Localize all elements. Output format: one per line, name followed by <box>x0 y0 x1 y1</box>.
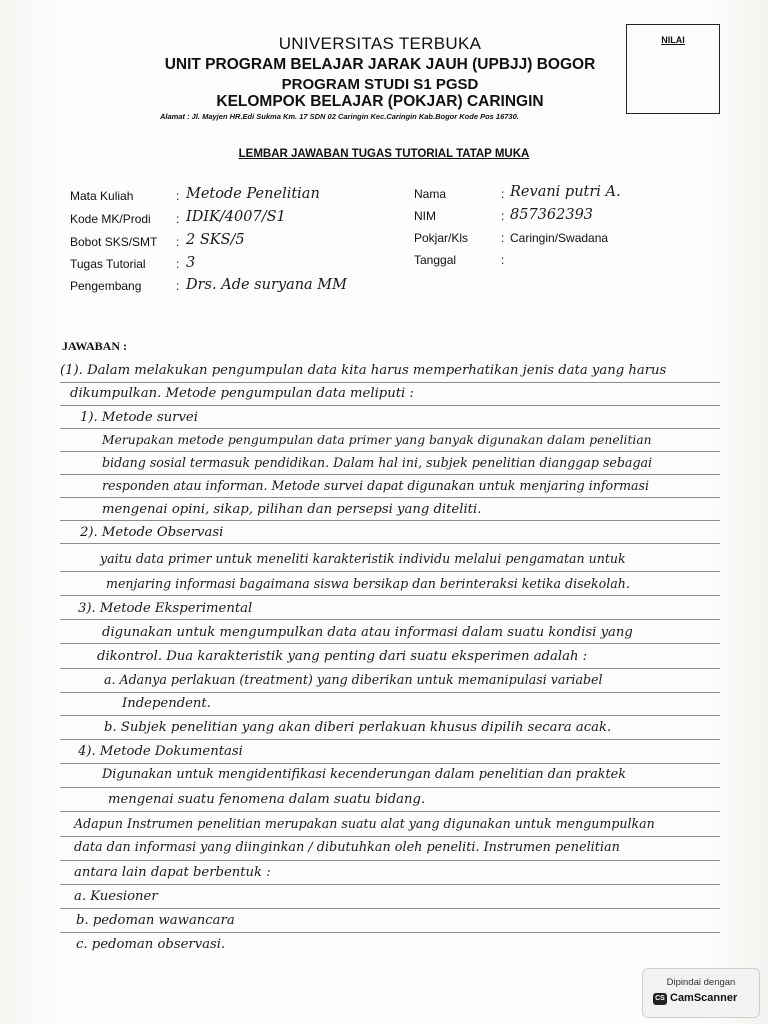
answer-line: a. Kuesioner <box>74 889 158 904</box>
ruled-line <box>60 428 720 429</box>
answer-line: dikumpulkan. Metode pengumpulan data meliputi : <box>70 386 414 401</box>
colon: : <box>176 212 180 226</box>
grade-box <box>626 24 720 114</box>
ruled-line <box>60 739 720 740</box>
answer-line: 4). Metode Dokumentasi <box>78 744 243 759</box>
tutorial-task-label: Tugas Tutorial <box>70 257 146 271</box>
credits-label: Bobot SKS/SMT <box>70 235 158 249</box>
address-line: Alamat : Jl. Mayjen HR.Edi Sukma Km. 17 SDN 02 Caringin Kec.Caringin Kab.Bogor Kode Pos 16730. <box>160 112 519 121</box>
nim-value: 857362393 <box>510 207 594 223</box>
class-group-label: Pokjar/Kls <box>414 231 469 245</box>
ruled-line <box>60 668 720 669</box>
answer-line: a. Adanya perlakuan (treatment) yang diberikan untuk memanipulasi variabel <box>104 672 603 687</box>
course-label: Mata Kuliah <box>70 189 134 203</box>
ruled-line <box>60 520 720 521</box>
name-value: Revani putri A. <box>510 184 621 200</box>
upbjj-name: UNIT PROGRAM BELAJAR JARAK JAUH (UPBJJ) BOGOR <box>164 56 596 73</box>
answer-line: c. pedoman observasi. <box>76 937 226 952</box>
ruled-line <box>60 474 720 475</box>
answer-line: Merupakan metode pengumpulan data primer yang banyak digunakan dalam penelitian <box>102 433 652 447</box>
answer-line: mengenai opini, sikap, pilihan dan persepsi yang diteliti. <box>102 502 482 517</box>
developer-label: Pengembang <box>70 279 142 293</box>
answer-line: yaitu data primer untuk meneliti karakteristik individu melalui pengamatan untuk <box>100 551 626 566</box>
ruled-line <box>60 595 720 596</box>
answer-line: dikontrol. Dua karakteristik yang penting dari suatu eksperimen adalah : <box>97 649 588 664</box>
class-group-value: Caringin/Swadana <box>510 231 609 245</box>
answer-line: b. pedoman wawancara <box>76 913 235 928</box>
ruled-line <box>60 571 720 572</box>
answer-line: digunakan untuk mengumpulkan data atau informasi dalam suatu kondisi yang <box>102 625 633 640</box>
camscanner-logo-icon: CS <box>653 993 667 1005</box>
answer-line: Adapun Instrumen penelitian merupakan suatu alat yang digunakan untuk mengumpulkan <box>74 816 655 831</box>
study-group: KELOMPOK BELAJAR (POKJAR) CARINGIN <box>216 93 544 110</box>
colon: : <box>176 279 180 293</box>
ruled-line <box>60 787 720 788</box>
answer-line: mengenai suatu fenomena dalam suatu bidang. <box>108 792 426 807</box>
course-code-value: IDIK/4007/S1 <box>186 209 286 225</box>
nim-label: NIM <box>414 209 436 223</box>
tutorial-task-value: 3 <box>186 255 196 271</box>
ruled-line <box>60 497 720 498</box>
camscanner-watermark <box>642 968 760 1018</box>
colon: : <box>501 209 505 223</box>
ruled-line <box>60 836 720 837</box>
answer-line: Independent. <box>122 696 211 711</box>
colon: : <box>176 235 180 249</box>
colon: : <box>501 253 505 267</box>
answer-line: bidang sosial termasuk pendidikan. Dalam hal ini, subjek penelitian dianggap sebagai <box>102 455 653 470</box>
colon: : <box>501 187 505 201</box>
answer-line: menjaring informasi bagaimana siswa bersikap dan berinteraksi ketika disekolah. <box>106 576 630 591</box>
answer-line: 1). Metode survei <box>80 410 198 425</box>
answer-line: data dan informasi yang diinginkan / dibutuhkan oleh peneliti. Instrumen penelitian <box>74 840 620 855</box>
ruled-line <box>60 543 720 544</box>
answer-line: antara lain dapat berbentuk : <box>74 865 271 880</box>
date-label: Tanggal <box>414 253 457 267</box>
answer-line: 3). Metode Eksperimental <box>78 601 253 616</box>
answer-heading: JAWABAN : <box>62 339 128 353</box>
university-name: UNIVERSITAS TERBUKA <box>278 34 482 53</box>
ruled-line <box>60 715 720 716</box>
answer-line: (1). Dalam melakukan pengumpulan data kita harus memperhatikan jenis data yang harus <box>60 363 667 378</box>
developer-value: Drs. Ade suryana MM <box>186 277 347 293</box>
ruled-line <box>60 692 720 693</box>
ruled-line <box>60 860 720 861</box>
ruled-line <box>60 763 720 764</box>
colon: : <box>501 231 505 245</box>
ruled-line <box>60 908 720 909</box>
answer-line: responden atau informan. Metode survei dapat digunakan untuk menjaring informasi <box>102 478 650 493</box>
credits-value: 2 SKS/5 <box>186 232 245 248</box>
answer-line: b. Subjek penelitian yang akan diberi perlakuan khusus dipilih secara acak. <box>104 720 612 735</box>
course-value: Metode Penelitian <box>186 186 320 202</box>
study-program: PROGRAM STUDI S1 PGSD <box>281 76 479 93</box>
answer-line: Digunakan untuk mengidentifikasi kecenderungan dalam penelitian dan praktek <box>102 767 626 782</box>
scanner-name: CamScanner <box>670 992 738 1004</box>
grade-label: NILAI <box>661 35 685 45</box>
name-label: Nama <box>414 187 447 201</box>
ruled-line <box>60 382 720 383</box>
colon: : <box>176 257 180 271</box>
ruled-line <box>60 884 720 885</box>
ruled-line <box>60 811 720 812</box>
answer-line: 2). Metode Observasi <box>80 525 224 540</box>
ruled-line <box>60 932 720 933</box>
ruled-line <box>60 619 720 620</box>
ruled-line <box>60 643 720 644</box>
colon: : <box>176 189 180 203</box>
scanner-caption: Dipindai dengan <box>666 977 736 988</box>
ruled-line <box>60 405 720 406</box>
ruled-line <box>60 451 720 452</box>
course-code-label: Kode MK/Prodi <box>70 212 151 226</box>
sheet-title: LEMBAR JAWABAN TUGAS TUTORIAL TATAP MUKA <box>238 148 530 160</box>
